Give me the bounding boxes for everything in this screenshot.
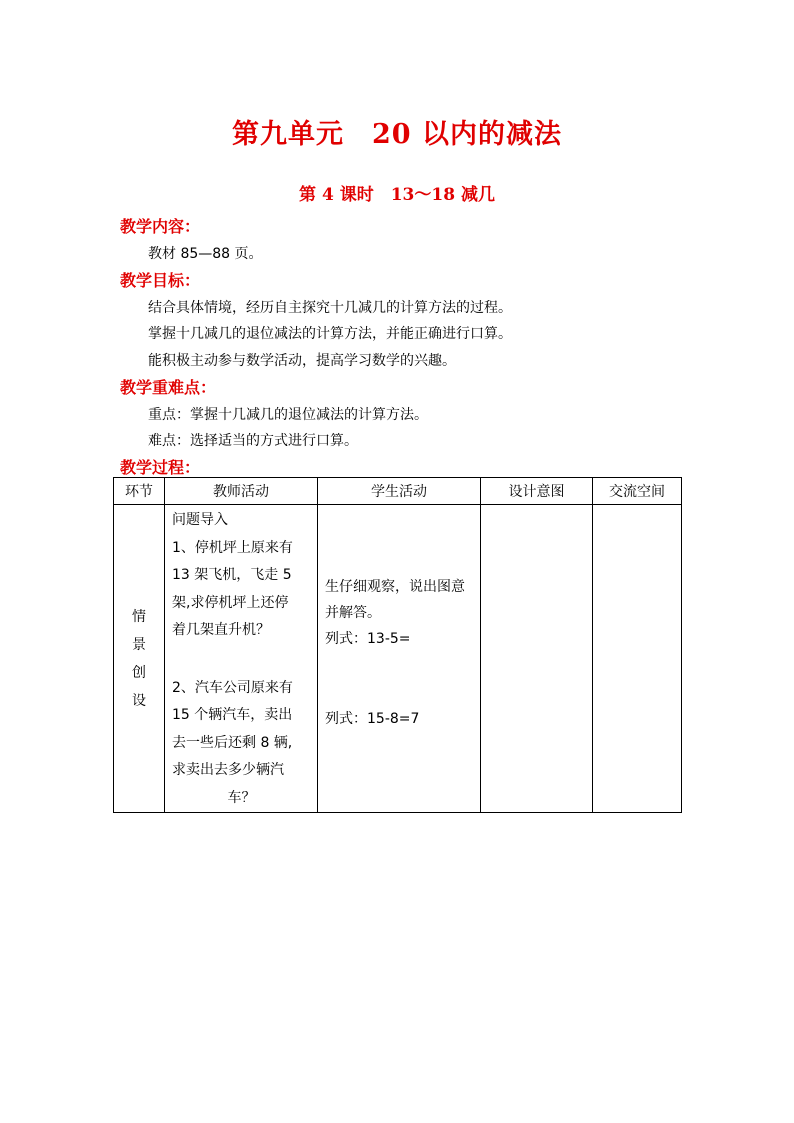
stage-label: 情景创设 — [132, 608, 146, 709]
teacher-line: 架,求停机坪上还停 — [172, 594, 289, 611]
header-stage: 环节 — [114, 478, 165, 505]
header-exchange-space: 交流空间 — [593, 478, 682, 505]
content-text: 教材 85—88 页。 — [148, 246, 263, 262]
stage-cell — [114, 505, 165, 813]
exchange-space-cell — [593, 505, 682, 813]
header-student-activity: 学生活动 — [318, 478, 481, 505]
teacher-line: 13 架飞机，飞走 5 — [172, 567, 292, 583]
teacher-line: 去一些后还剩 8 辆, — [172, 734, 293, 751]
teacher-line: 求卖出去多少辆汽 — [172, 762, 284, 778]
student-activity-cell — [318, 505, 481, 813]
teacher-activity-cell — [165, 505, 318, 813]
goal-item: 能积极主动参与数学活动，提高学习数学的兴趣。 — [148, 353, 456, 369]
goals-heading: 教学目标： — [120, 271, 201, 290]
key-point-item: 难点：选择适当的方式进行口算。 — [148, 433, 358, 449]
teacher-line: 车？ — [227, 789, 256, 806]
teacher-line-blank — [172, 645, 311, 675]
table-row — [114, 505, 682, 813]
student-activity-a — [325, 574, 475, 652]
key-points-heading: 教学重难点： — [120, 378, 217, 397]
teacher-line: 问题导入 — [172, 512, 228, 528]
unit-title: 第九单元 20 以内的减法 — [232, 119, 562, 150]
content-heading: 教学内容： — [120, 217, 201, 236]
table-header-row — [114, 478, 682, 505]
teacher-line: 15 个辆汽车，卖出 — [172, 707, 293, 723]
student-observation: 生仔细观察，说出图意并解答。 — [325, 579, 465, 621]
header-design-intent: 设计意图 — [481, 478, 593, 505]
design-intent-cell — [481, 505, 593, 813]
process-heading: 教学过程： — [120, 458, 201, 477]
lesson-subtitle: 第 4 课时 13～18 减几 — [299, 185, 495, 205]
student-formula-b: 列式：15-8=7 — [325, 711, 420, 727]
goal-item: 掌握十几减几的退位减法的计算方法，并能正确进行口算。 — [148, 326, 512, 342]
lesson-process-table — [113, 477, 682, 813]
student-formula-a: 列式：13-5= — [325, 631, 411, 647]
header-teacher-activity: 教师活动 — [165, 478, 318, 505]
teacher-line: 着几架直升机？ — [172, 622, 270, 638]
goal-item: 结合具体情境，经历自主探究十几减几的计算方法的过程。 — [148, 300, 512, 316]
teacher-line: 2、汽车公司原来有 — [172, 679, 293, 696]
key-point-item: 重点：掌握十几减几的退位减法的计算方法。 — [148, 407, 428, 423]
teacher-line: 1、停机坪上原来有 — [172, 539, 293, 556]
